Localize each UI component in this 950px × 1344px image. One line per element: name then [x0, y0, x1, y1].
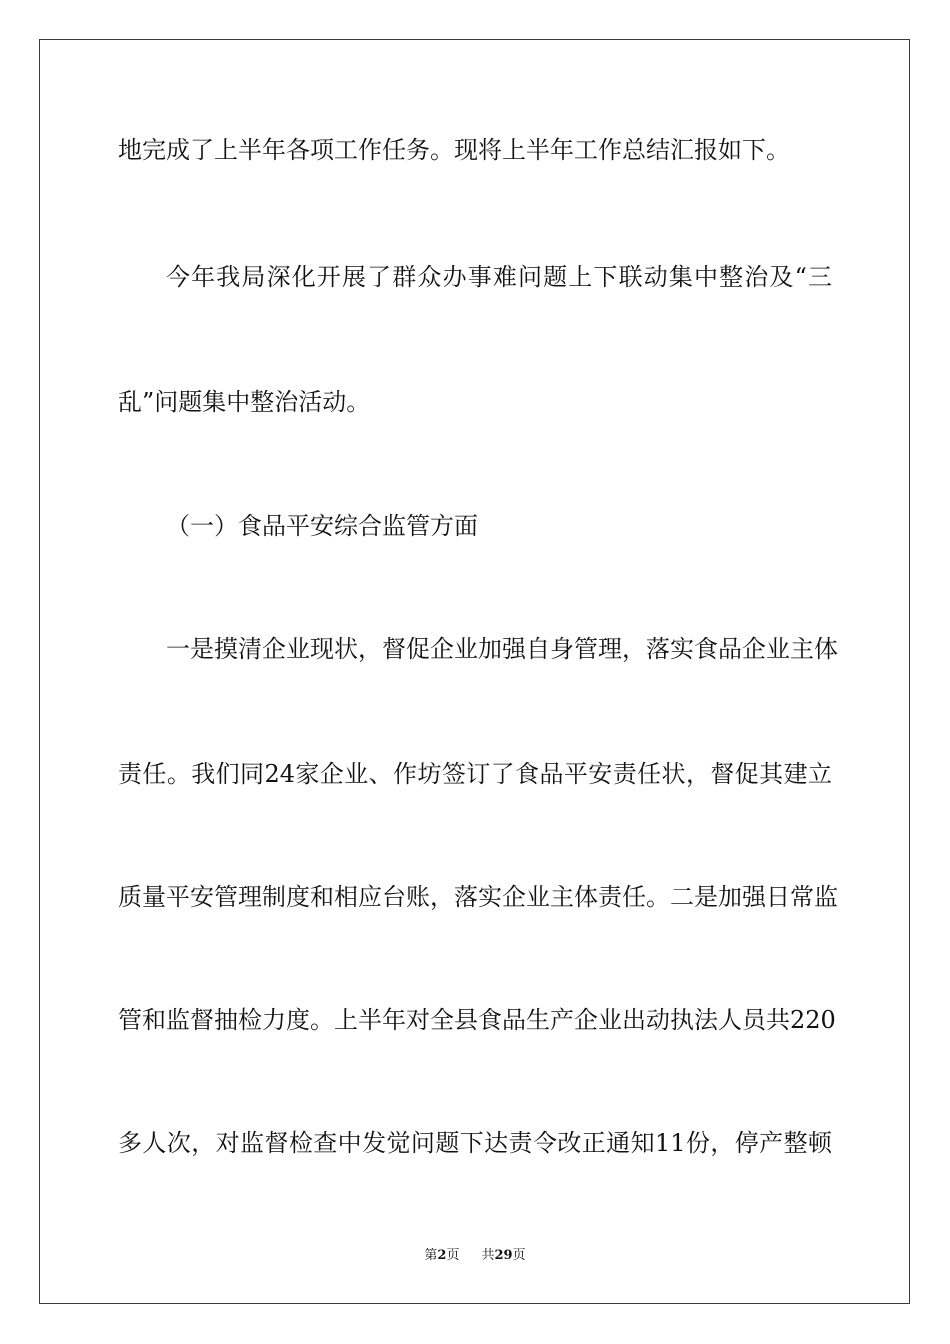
footer-page-number: 2: [437, 1248, 447, 1263]
body-text-line-8: 管和监督抽检力度。上半年对全县食品生产企业出动执法人员共220: [118, 1006, 836, 1034]
footer-total-pages: 29: [494, 1248, 513, 1263]
footer-page-prefix: 第: [424, 1248, 438, 1263]
footer-total-prefix: 共: [481, 1248, 495, 1263]
section-heading: （一）食品平安综合监管方面: [166, 512, 478, 540]
body-text-line-9: 多人次，对监督检查中发觉问题下达责令改正通知11份，停产整顿: [118, 1129, 832, 1157]
body-text-line-5: 一是摸清企业现状，督促企业加强自身管理，落实食品企业主体: [166, 635, 838, 663]
page-footer: [0, 1247, 950, 1265]
body-text-line-3: 乱”问题集中整治活动。: [118, 388, 371, 416]
body-text-line-6: 责任。我们同24家企业、作坊签订了食品平安责任状，督促其建立: [118, 760, 832, 788]
body-text-line-2: 今年我局深化开展了群众办事难问题上下联动集中整治及“三: [166, 263, 832, 291]
body-text-line-7: 质量平安管理制度和相应台账，落实企业主体责任。二是加强日常监: [118, 883, 838, 911]
footer-page-suffix: 页: [446, 1248, 460, 1263]
body-text-line-1: 地完成了上半年各项工作任务。现将上半年工作总结汇报如下。: [118, 136, 790, 164]
page-border: [39, 39, 910, 1304]
footer-total-suffix: 页: [512, 1248, 526, 1263]
